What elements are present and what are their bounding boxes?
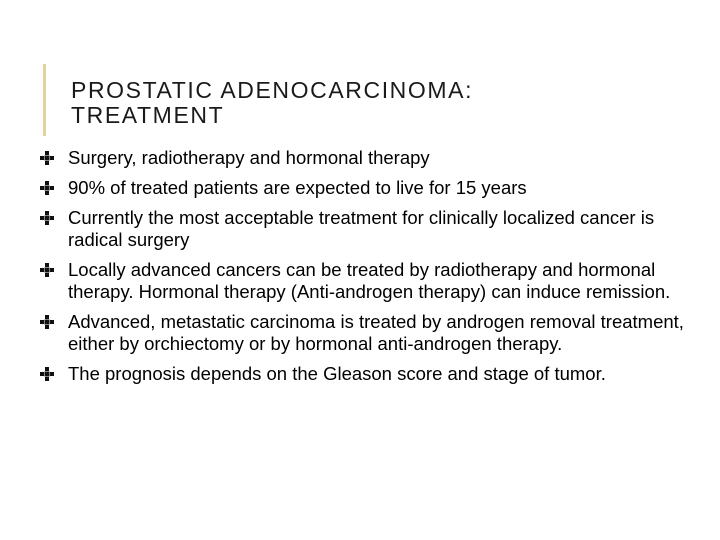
bullet-text: Advanced, metastatic carcinoma is treated by androgen removal treatment, either by orchiectomy or by hormonal anti-androgen therapy. bbox=[68, 311, 684, 354]
bullet-text: Surgery, radiotherapy and hormonal therapy bbox=[68, 147, 430, 168]
bullet-item bbox=[40, 363, 690, 385]
bullet-text: Currently the most acceptable treatment for clinically localized cancer is radical surgery bbox=[68, 207, 655, 250]
bullet-icon bbox=[40, 315, 54, 329]
bullet-item bbox=[40, 177, 690, 199]
bullet-item bbox=[40, 311, 690, 355]
slide-title-line-2: TREATMENT bbox=[71, 102, 225, 128]
bullet-icon bbox=[40, 211, 54, 225]
bullet-text: Locally advanced cancers can be treated by radiotherapy and hormonal therapy. Hormonal therapy (Anti-androgen therapy) can induce remission. bbox=[68, 259, 671, 302]
bullet-item bbox=[40, 207, 690, 251]
bullet-icon bbox=[40, 367, 54, 381]
bullet-icon bbox=[40, 151, 54, 165]
bullet-icon bbox=[40, 181, 54, 195]
bullet-icon bbox=[40, 263, 54, 277]
bullet-text: The prognosis depends on the Gleason score and stage of tumor. bbox=[68, 363, 606, 384]
bullet-list bbox=[40, 147, 690, 393]
slide-title-line-1: PROSTATIC ADENOCARCINOMA: bbox=[71, 77, 474, 103]
bullet-item bbox=[40, 259, 690, 303]
title-accent-bar bbox=[43, 64, 46, 136]
bullet-item bbox=[40, 147, 690, 169]
slide-title bbox=[71, 78, 671, 128]
bullet-text: 90% of treated patients are expected to live for 15 years bbox=[68, 177, 527, 198]
